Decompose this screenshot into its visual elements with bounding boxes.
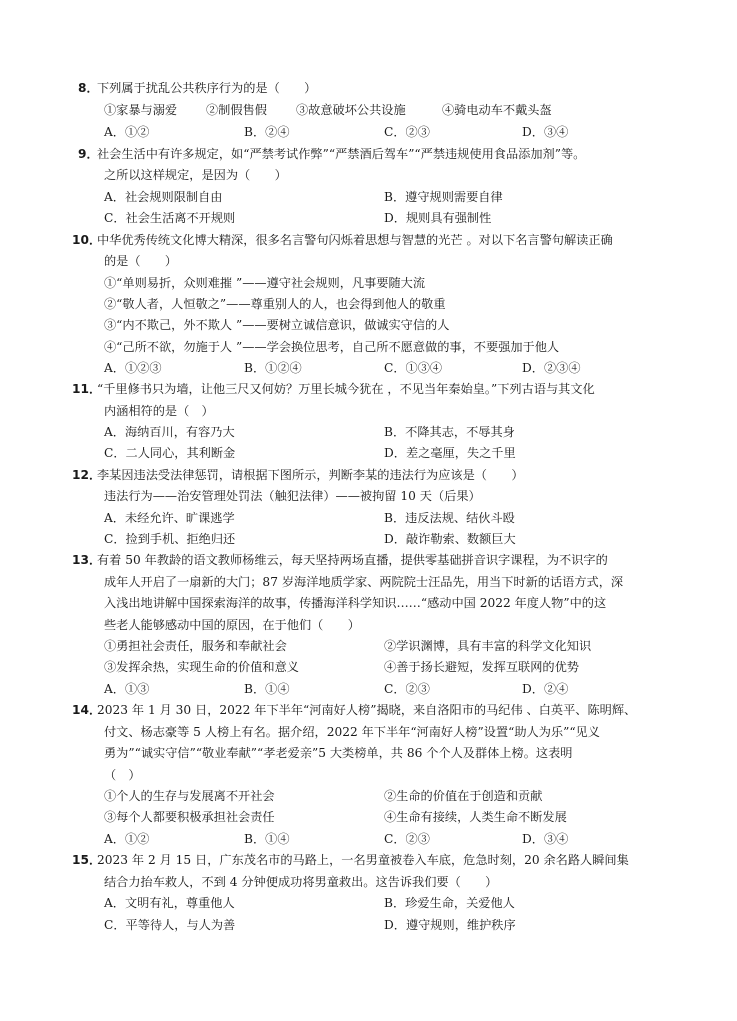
question-stem: 李某因违法受法律惩罚，请根据下图所示，判断李某的违法行为应该是（ ） [97, 468, 524, 482]
option-d: D．遵守规则，维护秩序 [384, 918, 516, 932]
question-stem: 社会生活中有许多规定，如“严禁考试作弊”“严禁酒后驾车”“严禁违规使用食品添加剂”等。 [97, 147, 586, 161]
option-a: A．①② [104, 832, 150, 846]
statement-item: ③每个人都要积极承担社会责任 [104, 810, 275, 824]
question-stem: （ ） [104, 768, 141, 782]
statement-item: ③故意破坏公共设施 [296, 103, 406, 117]
question-stem: 2023 年 2 月 15 日，广东茂名市的马路上，一名男童被卷入车底，危急时刻，20 余名路人瞬间集 [97, 853, 629, 867]
question-stem: 中华优秀传统文化博大精深，很多名言警句闪烁着思想与智慧的光芒 。对以下名言警句解读正确 [97, 233, 613, 247]
option-b: B．违反法规、结伙斗殴 [384, 511, 515, 525]
statement-item: ②制假售假 [206, 103, 267, 117]
statement-item: ③发挥余热，实现生命的价值和意义 [104, 660, 299, 674]
question-stem: 结合力抬车救人，不到 4 分钟便成功将男童救出。这告诉我们要（ ） [104, 875, 498, 889]
option-c: C．②③ [384, 682, 430, 696]
statement-item: ②“敬人者，人恒敬之”——尊重别人的人，也会得到他人的敬重 [104, 297, 446, 311]
question-stem: 有着 50 年教龄的语文教师杨维云，每天坚持两场直播，提供零基础拼音识字课程，为不识字的 [97, 553, 608, 567]
question-stem: 入浅出地讲解中国探索海洋的故事，传播海洋科学知识……“感动中国 2022 年度人物”中的这 [104, 596, 607, 610]
option-a: A．文明有礼，尊重他人 [104, 896, 235, 910]
question-stem: 之所以这样规定，是因为（ ） [104, 168, 287, 182]
statement-item: ①“单则易折，众则难摧 ”——遵守社会规则，凡事要随大流 [104, 276, 426, 290]
question-stem: 些老人能够感动中国的原因，在于他们（ ） [104, 618, 360, 632]
option-d: D．差之毫厘，失之千里 [384, 446, 516, 460]
option-d: D．②③④ [522, 361, 581, 375]
question-stem: 2023 年 1 月 30 日，2022 年下半年“河南好人榜”揭晓，来自洛阳市的马纪伟 、白英平、陈明辉、 [97, 703, 637, 717]
option-c: C．②③ [384, 125, 430, 139]
option-b: B．遵守规则需要自律 [384, 190, 503, 204]
option-a: A．社会规则限制自由 [104, 190, 223, 204]
statement-item: ④骑电动车不戴头盔 [442, 103, 552, 117]
statement-item: ②学识渊博，具有丰富的科学文化知识 [384, 639, 592, 653]
option-b: B．珍爱生命，关爱他人 [384, 896, 515, 910]
question-stem: 付文、杨志豪等 5 人榜上有名。据介绍，2022 年下半年“河南好人榜”设置“助人为乐”“见义 [104, 725, 600, 739]
option-d: D．②④ [522, 682, 569, 696]
question-stem: “千里修书只为墙，让他三尺又何妨？万里长城今犹在 ，不见当年秦始皇。”下列古语与其文化 [97, 382, 595, 396]
question-number: 8． [78, 81, 99, 95]
option-c: C．捡到手机、拒绝归还 [104, 532, 236, 546]
statement-item: ④“己所不欲，勿施于人 ”——学会换位思考，自己所不愿意做的事，不要强加于他人 [104, 340, 560, 354]
statement-item: ①个人的生存与发展离不开社会 [104, 789, 275, 803]
question-number: 11． [72, 382, 102, 396]
option-a: A．①② [104, 125, 150, 139]
option-b: B．不降其志，不辱其身 [384, 425, 515, 439]
question-stem: 勇为”“诚实守信”“敬业奉献”“孝老爱亲”5 大类榜单，共 86 个个人及群体上榜。这表明 [104, 746, 573, 760]
question-number: 9． [78, 147, 99, 161]
question-number: 15． [72, 853, 102, 867]
statement-item: ③“内不欺己，外不欺人 ”——要树立诚信意识，做诚实守信的人 [104, 318, 450, 332]
statement-item: ①家暴与溺爱 [104, 103, 178, 117]
statement-item: ④生命有接续，人类生命不断发展 [384, 810, 567, 824]
option-a: A．海纳百川，有容乃大 [104, 425, 235, 439]
option-a: A．未经允许、旷课逃学 [104, 511, 235, 525]
question-stem: 内涵相符的是（ ） [104, 404, 214, 418]
question-number: 10． [72, 233, 102, 247]
question-stem: 成年人开启了一扇新的大门；87 岁海洋地质学家、两院院士汪品先，用当下时新的话语方式，深 [104, 575, 624, 589]
option-d: D．③④ [522, 832, 569, 846]
option-d: D．敲诈勒索、数额巨大 [384, 532, 516, 546]
option-c: C．二人同心，其利断金 [104, 446, 236, 460]
question-number: 12． [72, 468, 102, 482]
option-a: A．①②③ [104, 361, 162, 375]
option-b: B．①④ [244, 832, 290, 846]
option-d: D．规则具有强制性 [384, 211, 492, 225]
option-b: B．①②④ [244, 361, 302, 375]
question-stem: 下列属于扰乱公共秩序行为的是（ ） [97, 81, 317, 95]
question-number: 14． [72, 703, 102, 717]
question-stem: 违法行为——治安管理处罚法（触犯法律）——被拘留 10 天（后果） [104, 489, 481, 503]
option-d: D．③④ [522, 125, 569, 139]
option-c: C．①③④ [384, 361, 443, 375]
question-stem: 的是（ ） [104, 254, 178, 268]
question-number: 13． [72, 553, 102, 567]
option-a: A．①③ [104, 682, 150, 696]
option-b: B．②④ [244, 125, 290, 139]
statement-item: ①勇担社会责任，服务和奉献社会 [104, 639, 287, 653]
option-b: B．①④ [244, 682, 290, 696]
option-c: C．平等待人，与人为善 [104, 918, 236, 932]
option-c: C．社会生活离不开规则 [104, 211, 236, 225]
statement-item: ②生命的价值在于创造和贡献 [384, 789, 543, 803]
statement-item: ④善于扬长避短，发挥互联网的优势 [384, 660, 579, 674]
option-c: C．②③ [384, 832, 430, 846]
